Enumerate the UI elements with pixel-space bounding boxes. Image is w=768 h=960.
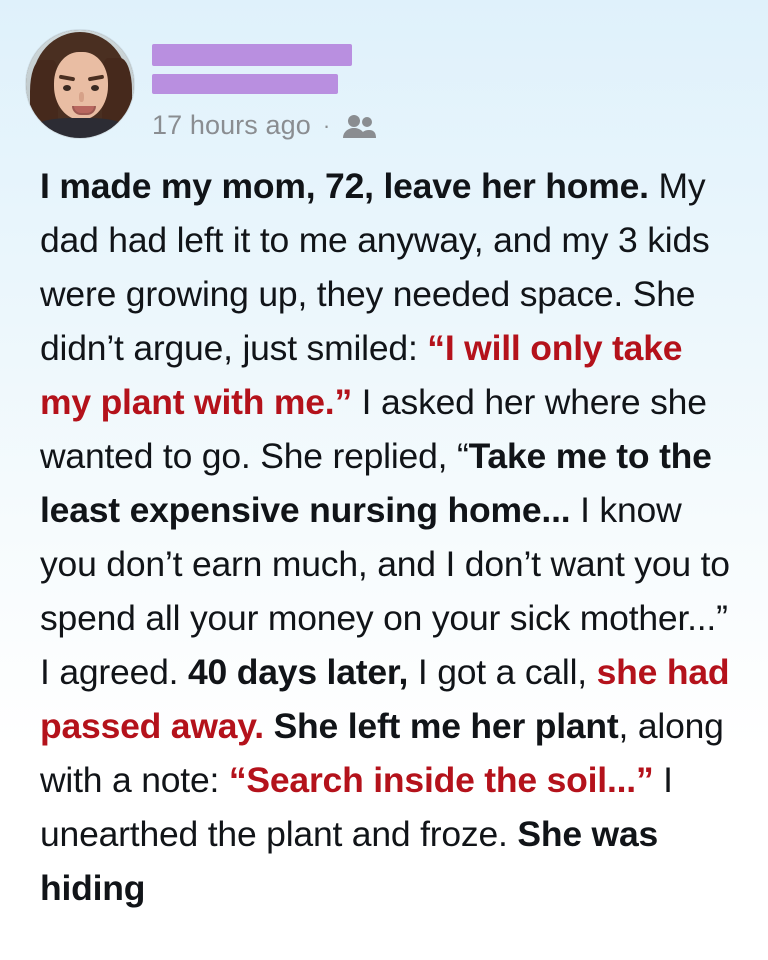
avatar-eye-left	[63, 85, 71, 91]
author-name-redaction-line-2	[152, 74, 338, 94]
author-name-redaction-line-1	[152, 44, 352, 66]
meta-separator: ·	[322, 112, 331, 138]
post-text-segment: 40 days later,	[188, 652, 409, 692]
post-text-segment: I know you don’t earn much, and I don’t want you to spend all your money on your sick mother...” I agreed.	[40, 490, 730, 692]
avatar-shirt	[36, 118, 124, 138]
post-body	[0, 141, 768, 915]
post-meta	[152, 110, 768, 141]
post-timestamp[interactable]: 17 hours ago	[152, 110, 311, 140]
post-text-segment: I made my mom, 72, leave her home.	[40, 166, 649, 206]
post-text-segment: Take me to the least expensive nursing home...	[40, 436, 712, 530]
avatar[interactable]	[26, 30, 134, 138]
post-text-segment-highlight: she had passed away.	[40, 652, 730, 746]
post-header-text	[152, 30, 768, 141]
post-header	[0, 0, 768, 141]
avatar-eye-right	[91, 85, 99, 91]
post-text-segment: She was hiding	[40, 814, 659, 908]
post-text-segment: She left me her plant	[273, 706, 619, 746]
friends-icon[interactable]	[342, 113, 376, 139]
post-text-segment: , along with a note:	[40, 706, 724, 800]
post-text-segment: I asked her where she wanted to go. She replied, “	[40, 382, 707, 476]
post-text-segment: I got a call,	[408, 652, 597, 692]
post-text-segment-highlight: “I will only take my plant with me.”	[40, 328, 683, 422]
post-text-segment: My dad had left it to me anyway, and my 3 kids were growing up, they needed space. She didn’t argue, just smiled:	[40, 166, 710, 368]
post-text-segment	[264, 706, 274, 746]
post-text-segment: I unearthed the plant and froze.	[40, 760, 673, 854]
post-text-segment-highlight: “Search inside the soil...”	[228, 760, 654, 800]
avatar-nose	[79, 92, 84, 102]
